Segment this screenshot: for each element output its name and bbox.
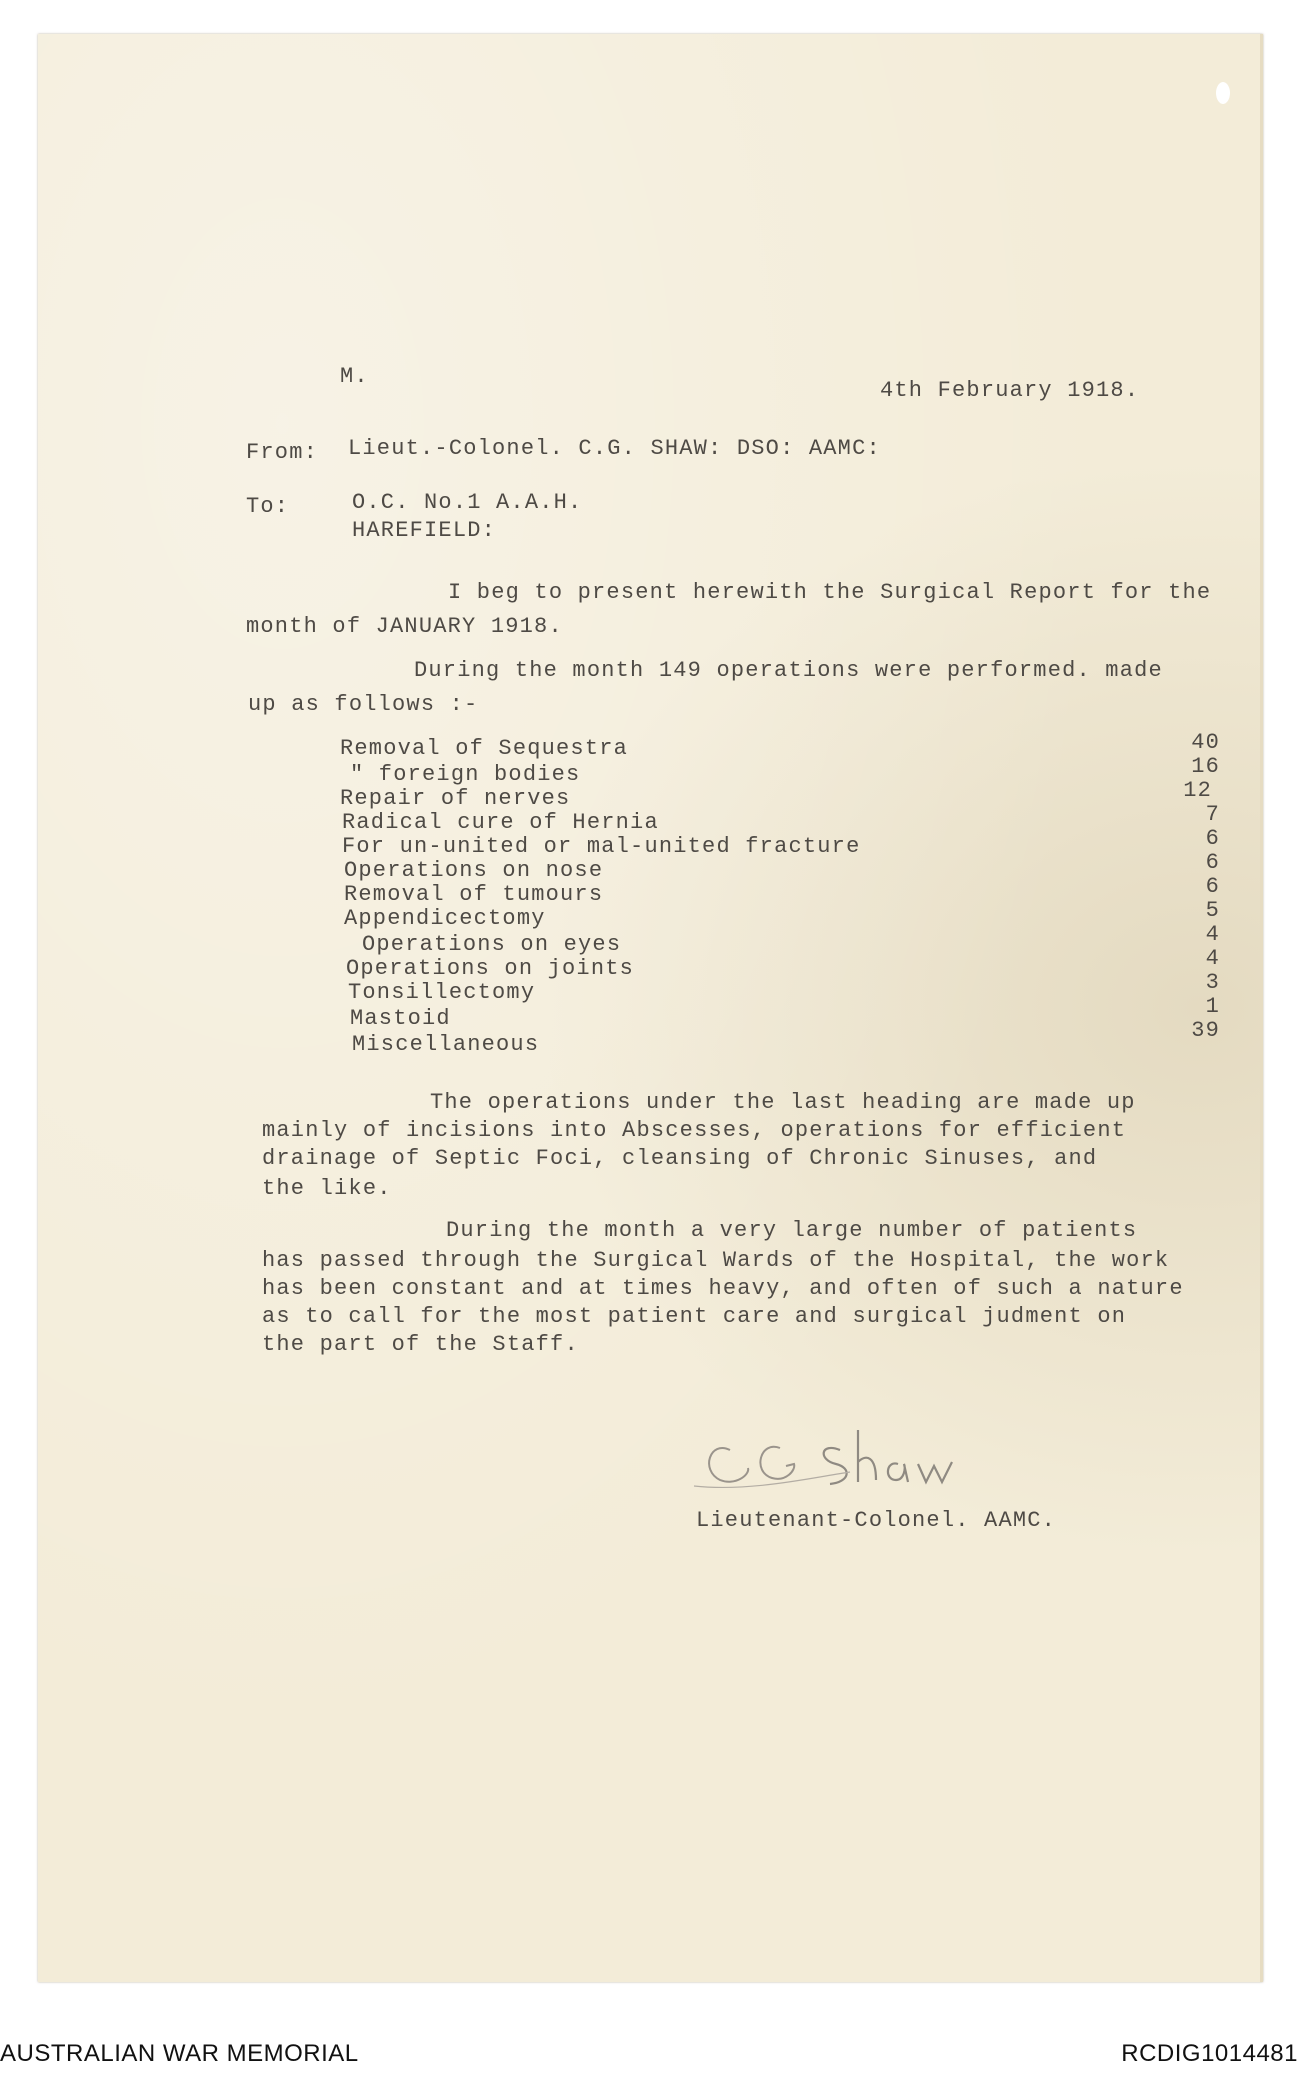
to-label: To: [246, 494, 290, 519]
paragraph-2-line-2: up as follows :- [248, 692, 479, 717]
paragraph-4-line-1: During the month a very large number of patients [446, 1218, 1138, 1243]
operation-name: Repair of nerves [340, 786, 571, 811]
paragraph-4-line-5: the part of the Staff. [262, 1332, 579, 1357]
punch-hole [1216, 82, 1230, 104]
operation-name: Removal of Sequestra [340, 736, 629, 761]
footer-right-caption: RCDIG1014481 [1121, 2040, 1298, 2067]
signatory-title: Lieutenant-Colonel. AAMC. [696, 1508, 1057, 1533]
operation-name: Radical cure of Hernia [342, 810, 659, 835]
operation-name: Miscellaneous [352, 1032, 540, 1057]
operation-count: 39 [1191, 1018, 1220, 1043]
operation-name: Removal of tumours [344, 882, 604, 907]
from-value: Lieut.-Colonel. C.G. SHAW: DSO: AAMC: [348, 436, 881, 461]
operation-count: 12 [1183, 778, 1212, 803]
reference-mark: M. [340, 364, 369, 389]
paragraph-4-line-3: has been constant and at times heavy, and often of such a nature [262, 1276, 1184, 1301]
paragraph-1-line-2: month of JANUARY 1918. [246, 614, 563, 639]
operations-list [340, 730, 1220, 1076]
paragraph-4-line-4: as to call for the most patient care and surgical judment on [262, 1304, 1127, 1329]
paragraph-3-line-3: drainage of Septic Foci, cleansing of Chronic Sinuses, and [262, 1146, 1098, 1171]
paragraph-3-line-1: The operations under the last heading are made up [430, 1090, 1136, 1115]
to-line-1: O.C. No.1 A.A.H. [352, 490, 583, 515]
footer-left-caption: AUSTRALIAN WAR MEMORIAL [0, 2040, 359, 2067]
to-line-2: HAREFIELD: [352, 518, 497, 543]
operation-name: Tonsillectomy [348, 980, 536, 1005]
operation-name: Operations on nose [344, 858, 604, 883]
operation-count: 6 [1205, 826, 1220, 851]
operation-count: 4 [1205, 922, 1220, 947]
operation-name: Appendicectomy [344, 906, 546, 931]
paragraph-4-line-2: has passed through the Surgical Wards of the Hospital, the work [262, 1248, 1170, 1273]
operation-name: For un-united or mal-united fracture [342, 834, 861, 859]
handwritten-signature [690, 1420, 1020, 1500]
paragraph-2-line-1: During the month 149 operations were performed. made [414, 658, 1163, 683]
operation-count: 6 [1205, 850, 1220, 875]
operation-count: 5 [1205, 898, 1220, 923]
operation-count: 4 [1205, 946, 1220, 971]
operation-count: 3 [1205, 970, 1220, 995]
operation-name: " foreign bodies [350, 762, 581, 787]
operation-name: Operations on eyes [362, 932, 622, 957]
paragraph-1-line-1: I beg to present herewith the Surgical Report for the [448, 580, 1212, 605]
paragraph-3-line-4: the like. [262, 1176, 392, 1201]
letter-date: 4th February 1918. [880, 378, 1140, 403]
operation-count: 7 [1205, 802, 1220, 827]
operation-name: Operations on joints [346, 956, 635, 981]
operation-count: 1 [1205, 994, 1220, 1019]
operation-count: 6 [1205, 874, 1220, 899]
from-label: From: [246, 440, 319, 465]
operation-name: Mastoid [350, 1006, 451, 1031]
operation-count: 40 [1191, 730, 1220, 755]
operation-count: 16 [1191, 754, 1220, 779]
paragraph-3-line-2: mainly of incisions into Abscesses, operations for efficient [262, 1118, 1127, 1143]
